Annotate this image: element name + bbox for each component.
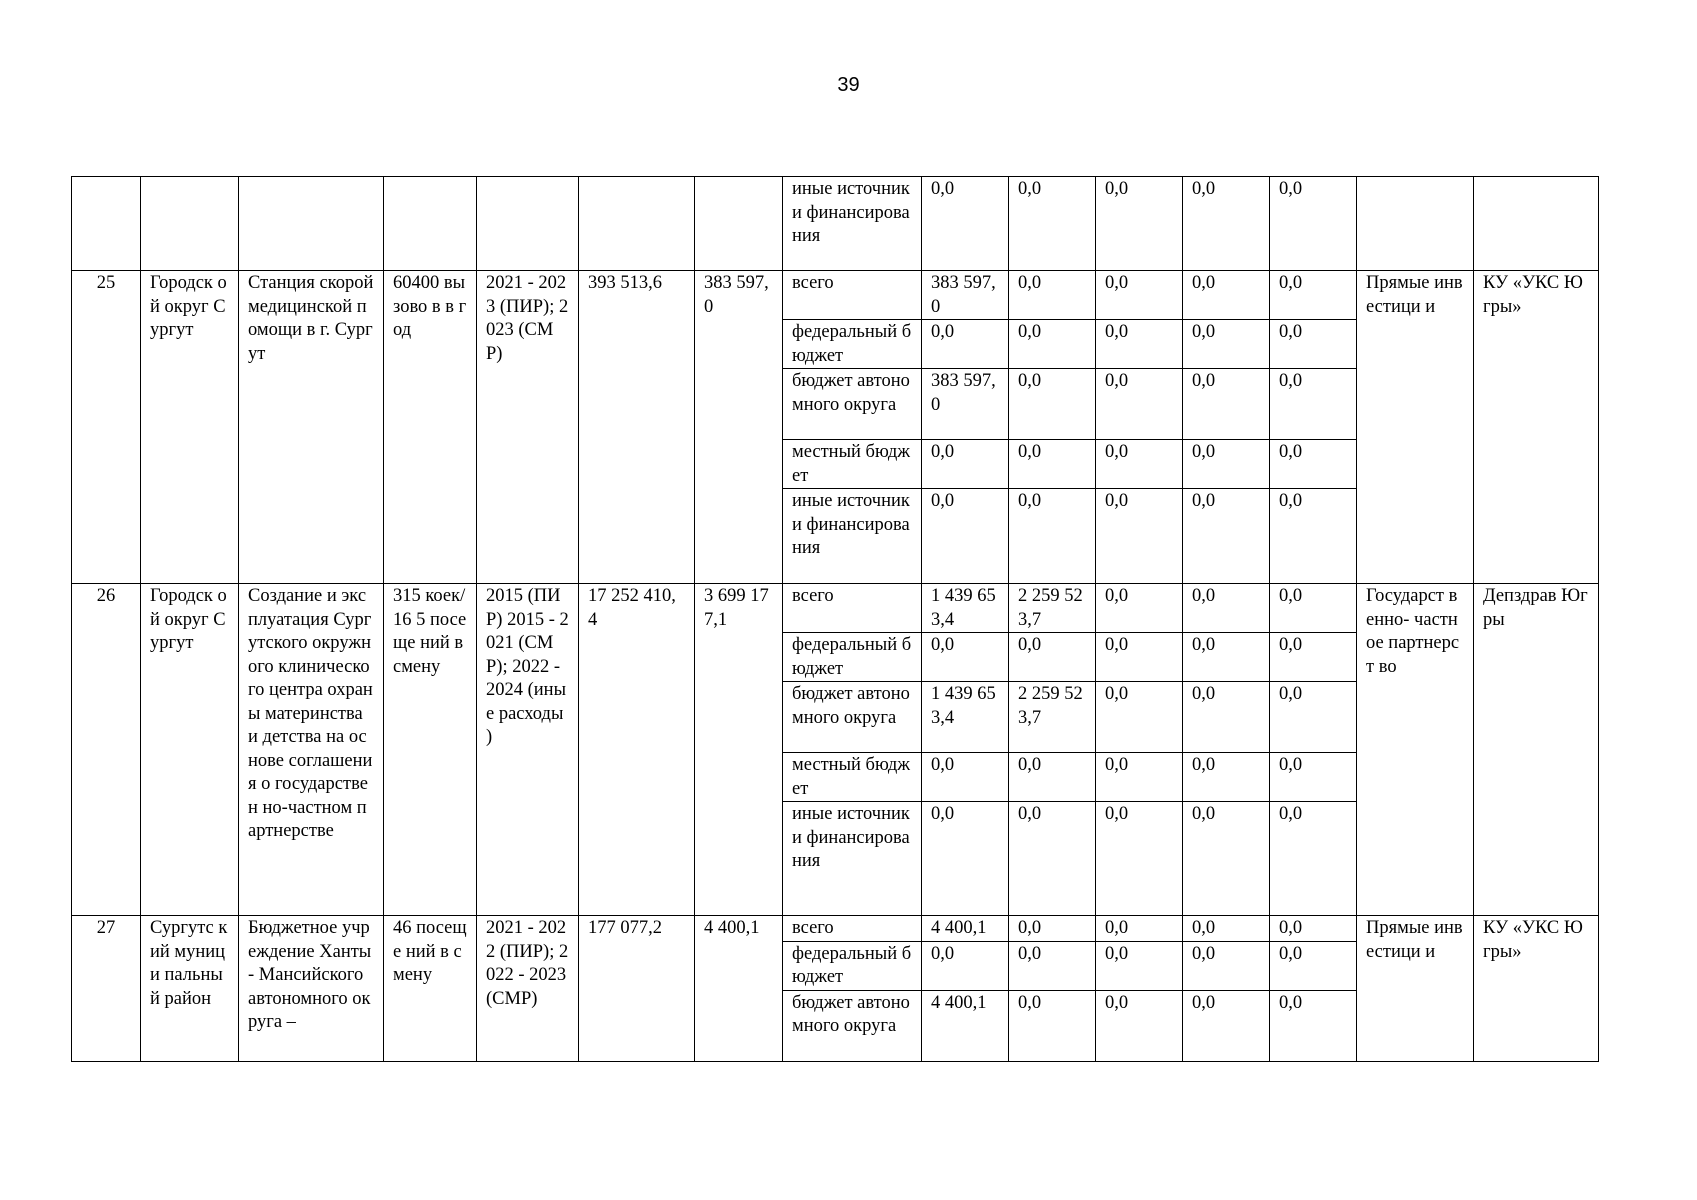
cell-customer: КУ «УКС Югры» — [1474, 916, 1599, 1062]
cell-value: 0,0 — [922, 320, 1009, 369]
cell-value: 0,0 — [922, 177, 1009, 271]
cell-value: 0,0 — [1096, 802, 1183, 916]
cell-value: 0,0 — [922, 802, 1009, 916]
cell-period: 2021 - 2023 (ПИР); 2023 (СМР) — [477, 271, 579, 584]
cell-value: 0,0 — [1096, 440, 1183, 489]
cell-remaining — [695, 177, 783, 271]
cell-source: федеральный бюджет — [783, 320, 922, 369]
cell-mechanism — [1357, 177, 1474, 271]
cell-value: 0,0 — [1009, 320, 1096, 369]
cell-period — [477, 177, 579, 271]
cell-customer: КУ «УКС Югры» — [1474, 271, 1599, 584]
cell-source: иные источники финансирова ния — [783, 489, 922, 584]
cell-value: 0,0 — [922, 941, 1009, 990]
cell-source: иные источники финансирова ния — [783, 802, 922, 916]
cell-value: 0,0 — [1096, 990, 1183, 1061]
cell-value: 2 259 523,7 — [1009, 682, 1096, 753]
cell-value: 0,0 — [1096, 633, 1183, 682]
cell-value: 0,0 — [1096, 916, 1183, 942]
cell-total-cost: 17 252 410,4 — [579, 584, 695, 916]
cell-value: 0,0 — [1270, 916, 1357, 942]
cell-num: 25 — [72, 271, 141, 584]
cell-value: 0,0 — [1183, 489, 1270, 584]
cell-value: 0,0 — [1096, 753, 1183, 802]
cell-value: 0,0 — [922, 489, 1009, 584]
cell-customer: Депздрав Югры — [1474, 584, 1599, 916]
cell-source: всего — [783, 271, 922, 320]
cell-value: 0,0 — [1183, 990, 1270, 1061]
cell-value: 0,0 — [1270, 489, 1357, 584]
cell-value: 0,0 — [1009, 177, 1096, 271]
cell-customer — [1474, 177, 1599, 271]
cell-source: федеральный бюджет — [783, 941, 922, 990]
investment-objects-table — [71, 176, 1599, 1062]
cell-value: 0,0 — [1183, 369, 1270, 440]
cell-value: 0,0 — [1270, 990, 1357, 1061]
cell-value: 0,0 — [1009, 916, 1096, 942]
cell-value: 0,0 — [922, 753, 1009, 802]
cell-capacity: 46 посеще ний в смену — [384, 916, 477, 1062]
cell-object: Станция скорой медицинской помощи в г. Сургут — [239, 271, 384, 584]
cell-value: 0,0 — [1096, 682, 1183, 753]
cell-value: 0,0 — [1270, 941, 1357, 990]
cell-value: 0,0 — [1096, 177, 1183, 271]
cell-value: 0,0 — [1183, 941, 1270, 990]
cell-value: 0,0 — [922, 440, 1009, 489]
cell-mechanism: Прямые инвестици и — [1357, 916, 1474, 1062]
cell-value: 0,0 — [1183, 584, 1270, 633]
cell-value: 0,0 — [1270, 320, 1357, 369]
cell-source: иные источники финансирова ния — [783, 177, 922, 271]
cell-value: 0,0 — [1270, 177, 1357, 271]
cell-value: 0,0 — [1183, 916, 1270, 942]
cell-value: 0,0 — [1183, 682, 1270, 753]
cell-source: местный бюджет — [783, 440, 922, 489]
cell-source: бюджет автономного округа — [783, 990, 922, 1061]
cell-value: 0,0 — [1270, 584, 1357, 633]
cell-value: 0,0 — [1009, 271, 1096, 320]
cell-value: 0,0 — [1183, 271, 1270, 320]
cell-num: 26 — [72, 584, 141, 916]
cell-period: 2021 - 2022 (ПИР); 2022 - 2023 (СМР) — [477, 916, 579, 1062]
cell-value: 0,0 — [1009, 440, 1096, 489]
cell-value: 383 597,0 — [922, 369, 1009, 440]
cell-municipality: Городск ой округ Сургут — [141, 584, 239, 916]
cell-value: 0,0 — [1096, 320, 1183, 369]
cell-value: 0,0 — [1096, 271, 1183, 320]
cell-value: 4 400,1 — [922, 990, 1009, 1061]
cell-value: 0,0 — [1183, 440, 1270, 489]
cell-value: 0,0 — [1183, 802, 1270, 916]
cell-source: бюджет автономного округа — [783, 369, 922, 440]
cell-municipality: Городск ой округ Сургут — [141, 271, 239, 584]
cell-value: 0,0 — [1270, 802, 1357, 916]
cell-period: 2015 (ПИР) 2015 - 2021 (СМР); 2022 - 2024 (иные расходы ) — [477, 584, 579, 916]
cell-total-cost: 393 513,6 — [579, 271, 695, 584]
cell-object: Создание и эксплуатация Сургутского окружного клинического центра охраны материнства и детства на основе соглашения о государствен но-частном партнерстве — [239, 584, 384, 916]
cell-value: 0,0 — [1183, 177, 1270, 271]
cell-mechanism: Прямые инвестици и — [1357, 271, 1474, 584]
cell-value: 0,0 — [1009, 753, 1096, 802]
cell-remaining: 4 400,1 — [695, 916, 783, 1062]
cell-source: всего — [783, 584, 922, 633]
cell-value: 0,0 — [1096, 369, 1183, 440]
cell-value: 0,0 — [1270, 682, 1357, 753]
cell-value: 0,0 — [1009, 633, 1096, 682]
cell-value: 0,0 — [1183, 753, 1270, 802]
cell-value: 0,0 — [1270, 369, 1357, 440]
cell-municipality — [141, 177, 239, 271]
cell-value: 4 400,1 — [922, 916, 1009, 942]
cell-total-cost — [579, 177, 695, 271]
cell-value: 383 597,0 — [922, 271, 1009, 320]
cell-value: 0,0 — [1009, 489, 1096, 584]
table-row — [72, 916, 1599, 942]
cell-value: 0,0 — [1009, 369, 1096, 440]
cell-total-cost: 177 077,2 — [579, 916, 695, 1062]
cell-value: 1 439 653,4 — [922, 682, 1009, 753]
cell-capacity — [384, 177, 477, 271]
cell-value: 0,0 — [1009, 941, 1096, 990]
cell-value: 0,0 — [1009, 990, 1096, 1061]
cell-capacity: 315 коек/16 5 посеще ний в смену — [384, 584, 477, 916]
cell-value: 0,0 — [1096, 584, 1183, 633]
cell-source: бюджет автономного округа — [783, 682, 922, 753]
cell-value: 2 259 523,7 — [1009, 584, 1096, 633]
cell-num — [72, 177, 141, 271]
cell-value: 0,0 — [1270, 271, 1357, 320]
cell-value: 0,0 — [1270, 633, 1357, 682]
cell-value: 0,0 — [1009, 802, 1096, 916]
cell-value: 1 439 653,4 — [922, 584, 1009, 633]
cell-municipality: Сургутс кий муници пальный район — [141, 916, 239, 1062]
cell-source: всего — [783, 916, 922, 942]
cell-value: 0,0 — [1096, 941, 1183, 990]
cell-source: федеральный бюджет — [783, 633, 922, 682]
cell-remaining: 383 597,0 — [695, 271, 783, 584]
cell-value: 0,0 — [1183, 320, 1270, 369]
cell-object — [239, 177, 384, 271]
cell-value: 0,0 — [922, 633, 1009, 682]
table-row-continuation — [72, 177, 1599, 271]
cell-value: 0,0 — [1183, 633, 1270, 682]
cell-remaining: 3 699 177,1 — [695, 584, 783, 916]
table-row — [72, 584, 1599, 633]
cell-num: 27 — [72, 916, 141, 1062]
cell-value: 0,0 — [1096, 489, 1183, 584]
cell-object: Бюджетное учреждение Ханты- Мансийского автономного округа – — [239, 916, 384, 1062]
cell-source: местный бюджет — [783, 753, 922, 802]
table-row — [72, 271, 1599, 320]
cell-value: 0,0 — [1270, 440, 1357, 489]
cell-capacity: 60400 вызово в в год — [384, 271, 477, 584]
cell-value: 0,0 — [1270, 753, 1357, 802]
cell-mechanism: Государст венно- частное партнерст во — [1357, 584, 1474, 916]
page-number: 39 — [837, 74, 860, 96]
